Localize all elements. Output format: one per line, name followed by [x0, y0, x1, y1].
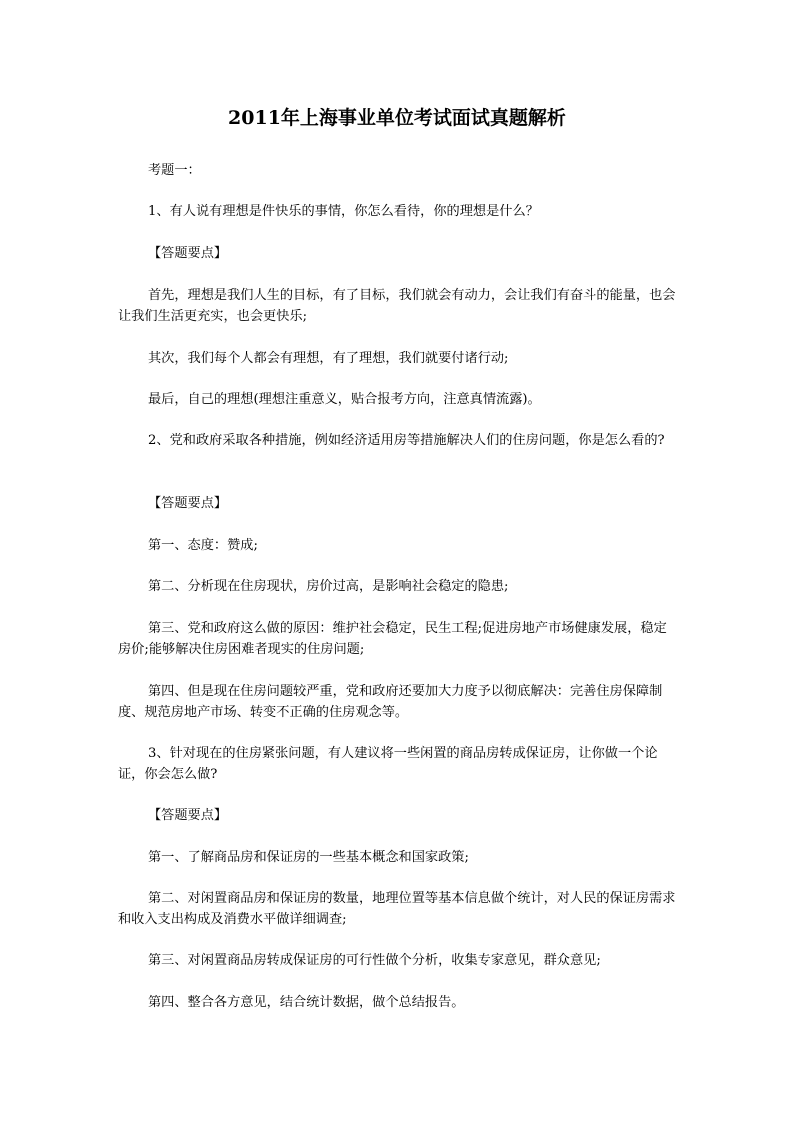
paragraph: 1、有人说有理想是件快乐的事情，你怎么看待，你的理想是什么？: [148, 204, 539, 219]
paragraph: 2、党和政府采取各种措施，例如经济适用房等措施解决人们的住房问题，你是怎么看的?: [148, 433, 665, 448]
paragraph: 第三、对闲置商品房转成保证房的可行性做个分析，收集专家意见，群众意见;: [148, 953, 601, 968]
paragraph: 第二、对闲置商品房和保证房的数量，地理位置等基本信息做个统计，对人民的保证房需求和收入支出构成及消费水平做详细调查;: [118, 891, 676, 927]
paragraph: 第一、态度：赞成;: [148, 538, 258, 553]
paragraph: 考题一：: [148, 163, 201, 178]
page-title: 2011年上海事业单位考试面试真题解析: [228, 107, 566, 129]
paragraph: 【答题要点】: [148, 496, 228, 511]
paragraph: 第四、整合各方意见，结合统计数据，做个总结报告。: [148, 995, 465, 1010]
paragraph: 第一、了解商品房和保证房的一些基本概念和国家政策;: [148, 850, 469, 865]
paragraph: 其次，我们每个人都会有理想，有了理想，我们就要付诸行动;: [148, 351, 509, 366]
paragraph: 第三、党和政府这么做的原因：维护社会稳定，民生工程;促进房地产市场健康发展，稳定房价;能够解决住房困难者现实的住房问题;: [118, 621, 667, 657]
paragraph: 第二、分析现在住房现状，房价过高，是影响社会稳定的隐患;: [148, 579, 509, 594]
paragraph: 【答题要点】: [148, 808, 228, 823]
paragraph: 首先，理想是我们人生的目标，有了目标，我们就会有动力，会让我们有奋斗的能量，也会让我们生活更充实，也会更快乐;: [118, 288, 676, 324]
paragraph: 最后，自己的理想(理想注重意义，贴合报考方向，注意真情流露)。: [148, 392, 541, 407]
paragraph: 3、针对现在的住房紧张问题，有人建议将一些闲置的商品房转成保证房，让你做一个论证，你会怎么做?: [118, 746, 658, 782]
paragraph: 【答题要点】: [148, 246, 228, 261]
paragraph: 第四、但是现在住房问题较严重，党和政府还要加大力度予以彻底解决：完善住房保障制度、规范房地产市场、转变不正确的住房观念等。: [118, 684, 663, 720]
